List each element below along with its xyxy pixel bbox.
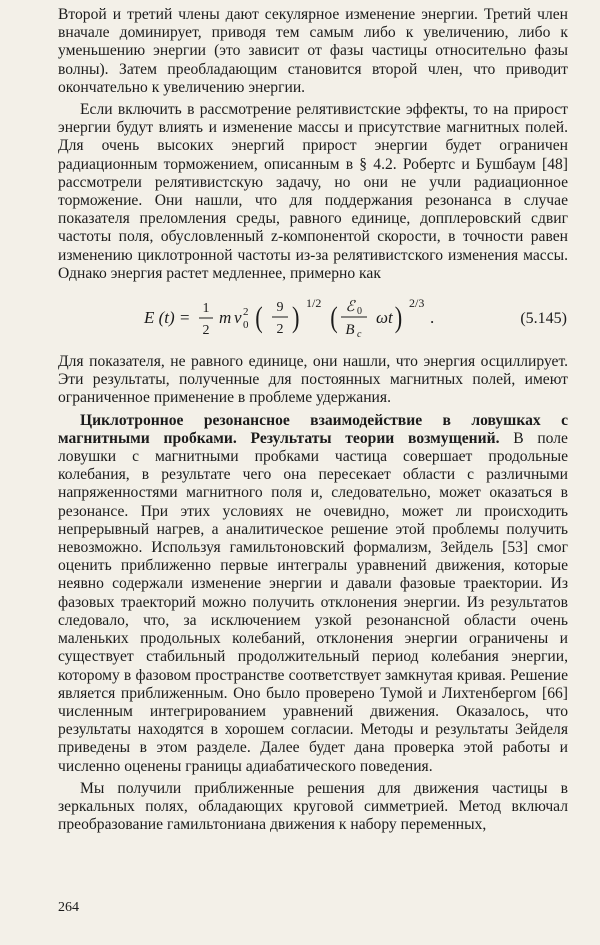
eq-omega-t: ωt bbox=[376, 308, 393, 328]
equation-5-145 bbox=[58, 283, 568, 353]
eq-exp1: 1/2 bbox=[306, 296, 322, 311]
paragraph-oscillation: Для показателя, не равного единице, они нашли, что энергия осциллирует. Эти результаты, полученные для постоянных магнитных полей, имеют ограниченное применение в проблеме удержания. bbox=[58, 353, 568, 407]
eq-v-sub: 0 bbox=[243, 319, 249, 332]
eq-lhs: E (t) = bbox=[144, 308, 191, 328]
eq-paren-open-1: ( bbox=[255, 299, 263, 334]
eq-v-sup: 2 bbox=[243, 306, 249, 319]
paragraph-perturbation-body: В поле ловушки с магнитными пробками частица совершает продольные колебания, в результате чего она пересекает области с различными напряженностями магнитного поля и, следовательно, может оказаться в резонансе. При этих условиях не очевидно, может ли происходить непрерывный нагрев, а аналитическое решение этой проблемы получить невозможно. Используя гамильтоновский формализм, Зейдель [53] смог оценить приближенно первые интегралы уравнений движения, которые неявно содержали изменение энергии и давали фазовые траектории. Из фазовых траекторий можно получить отклонения энергии. Из результатов следовало, что, за исключением узкой резонансной области очень маленьких продольных колебаний, отклонения энергии ограничены и существует стабильный продолжительный период колебания энергии, которому в фазовом пространстве соответствует замкнутая кривая. Решение является приближенным. Оно было проверено Тумой и Лихтенбергом [66] численным интегрированием уравнений движения. Оказалось, что результаты находятся в хорошем согласии. Методы и результаты Зейделя приведены в этом разделе. Далее будет дана проверка этой работы и численно оценены границы адиабатического поведения. bbox=[58, 429, 568, 775]
section-heading: Циклотронное резонансное взаимодействие в ловушках с магнитными пробками. Результаты теории возмущений. bbox=[58, 411, 568, 447]
eq-v: v bbox=[234, 308, 242, 328]
eq-paren-close-1: ) bbox=[292, 299, 300, 334]
eq-frac3-den-sub: c bbox=[357, 329, 362, 341]
paragraph-relativistic-effects: Если включить в рассмотрение релятивистские эффекты, то на прирост энергии будут влиять и изменение массы и присутствие магнитных полей. Для очень высоких энергий прирост энергии будет ограничен радиационным торможением, описанным в § 4.2. Робертс и Бушбаум [48] рассмотрели релятивистскую задачу, но они не учли радиационное торможение. Они нашли, что для поддержания резонанса в случае показателя преломления среды, равного единице, допплеровский сдвиг частоты поля, обусловленный z-компонентой скорости, в точности равен изменению циклотронной частоты из-за релятивистского изменения массы. Однако энергия растет медленнее, примерно как bbox=[58, 101, 568, 282]
paragraph-secular-change: Второй и третий члены дают секулярное изменение энергии. Третий член вначале доминирует, приводя тем самым либо к увеличению, либо к уменьшению энергии (это зависит от фазы частицы относительно фазы волны). Затем преобладающим становится второй член, что приводит окончательно к увеличению энергии. bbox=[58, 6, 568, 96]
eq-frac1-num: 1 bbox=[202, 301, 210, 317]
eq-frac2-num: 9 bbox=[276, 300, 284, 316]
eq-frac3-num-sub: 0 bbox=[357, 306, 362, 318]
equation-number: (5.145) bbox=[520, 310, 567, 328]
eq-frac3-num: ℰ bbox=[345, 299, 355, 316]
eq-frac2-den: 2 bbox=[276, 322, 284, 338]
equation-graphic bbox=[58, 283, 568, 353]
eq-paren-close-2: ) bbox=[394, 299, 403, 334]
paragraph-perturbation-theory bbox=[58, 412, 568, 776]
eq-frac3-den: B bbox=[345, 322, 355, 339]
eq-m: m bbox=[219, 308, 232, 328]
page-number: 264 bbox=[58, 900, 79, 915]
eq-frac1-den: 2 bbox=[202, 323, 210, 339]
eq-paren-open-2: ( bbox=[330, 299, 338, 334]
eq-exp2: 2/3 bbox=[409, 296, 425, 311]
paragraph-approximate-solutions: Мы получили приближенные решения для движения частицы в зеркальных полях, обладающих круговой симметрией. Метод включал преобразование гамильтониана движения к набору переменных, bbox=[58, 779, 568, 834]
eq-end: . bbox=[430, 308, 435, 328]
